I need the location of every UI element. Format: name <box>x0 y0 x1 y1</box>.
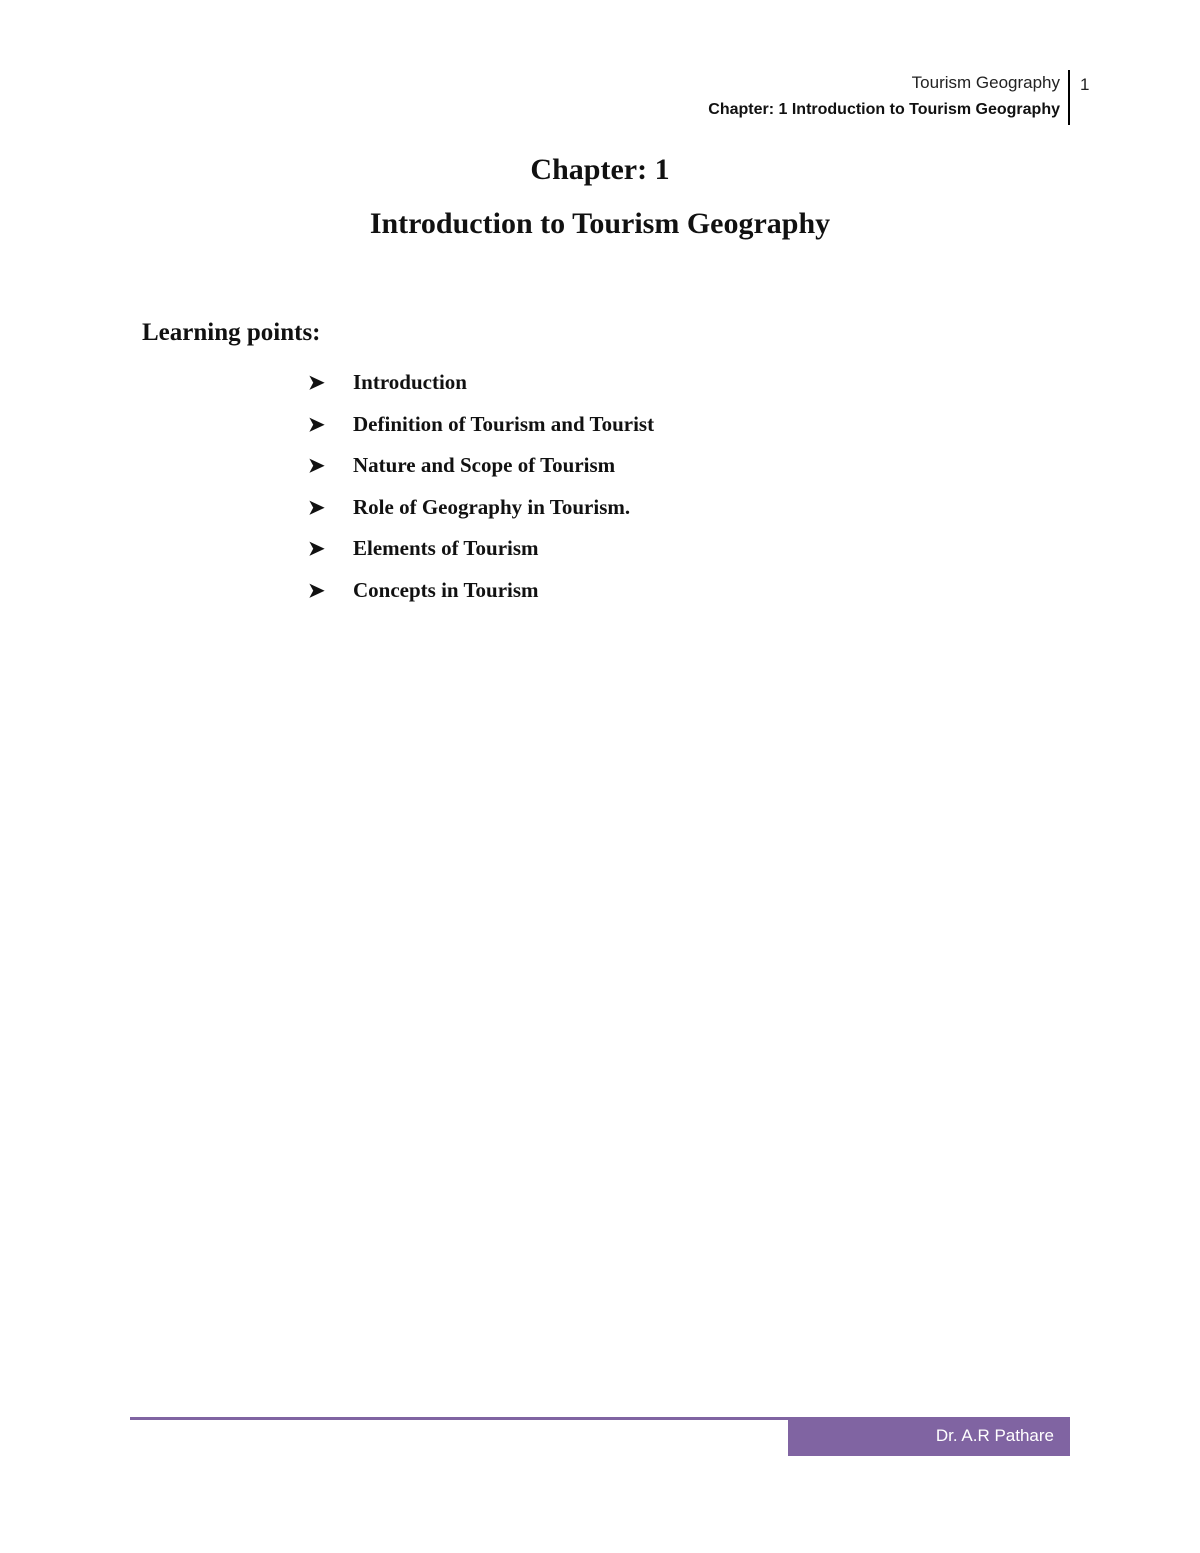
chapter-heading: Chapter: 1 <box>530 153 670 186</box>
page-number: 1 <box>1080 75 1090 94</box>
list-item <box>308 404 654 446</box>
list-item <box>308 487 654 529</box>
list-item <box>308 528 654 570</box>
footer-author: Dr. A.R Pathare <box>935 1426 1054 1445</box>
header-title: Tourism Geography <box>911 73 1060 92</box>
page-header <box>708 70 1070 124</box>
chapter-title: Introduction to Tourism Geography <box>369 207 831 240</box>
arrow-bullet-icon: ➤ <box>308 455 325 478</box>
arrow-bullet-icon: ➤ <box>308 413 325 436</box>
list-item <box>308 445 654 487</box>
header-divider <box>1068 70 1070 125</box>
list-item-text: Nature and Scope of Tourism <box>353 453 616 478</box>
learning-points-list <box>308 362 654 611</box>
learning-points-label: Learning points: <box>142 319 321 346</box>
list-item-text: Concepts in Tourism <box>353 577 539 602</box>
list-item-text: Elements of Tourism <box>353 536 539 561</box>
arrow-bullet-icon: ➤ <box>308 538 325 561</box>
arrow-bullet-icon: ➤ <box>308 496 325 519</box>
list-item <box>308 570 654 612</box>
footer-author-banner <box>788 1418 1070 1456</box>
arrow-bullet-icon: ➤ <box>308 579 325 602</box>
list-item-text: Role of Geography in Tourism. <box>353 494 631 519</box>
list-item-text: Introduction <box>353 370 467 395</box>
arrow-bullet-icon: ➤ <box>308 372 325 395</box>
header-subtitle: Chapter: 1 Introduction to Tourism Geography <box>708 101 1060 118</box>
list-item <box>308 362 654 404</box>
list-item-text: Definition of Tourism and Tourist <box>353 411 655 436</box>
